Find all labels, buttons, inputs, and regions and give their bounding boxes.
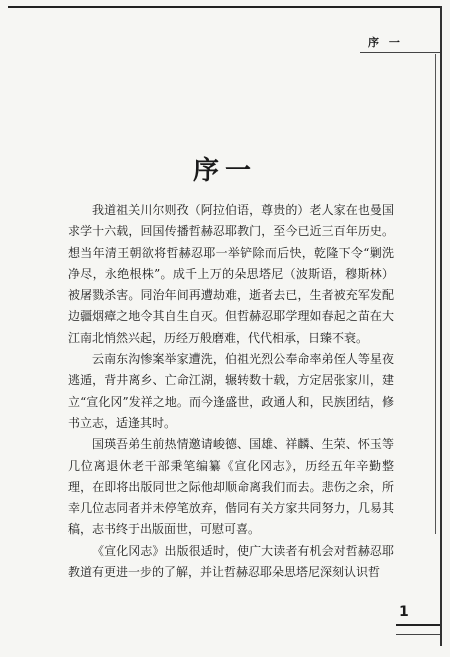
- inner-margin-rule: [435, 54, 436, 534]
- footer-rule: [396, 624, 440, 626]
- right-border-rule: [440, 6, 442, 646]
- paragraph: 云南东沟惨案举家遭洗，伯祖光烈公奉命率弟侄人等星夜逃遁，背井离乡、亡命江湖，辗转数十载，方定居张家川，建立“宣化冈”发祥之地。而今逢盛世，政通人和，民族团结，修书立志，适逢其时。: [68, 352, 394, 430]
- page-number: 1: [399, 604, 409, 620]
- running-header: 序 一: [368, 36, 403, 49]
- top-border-rule: [8, 6, 442, 8]
- footer-rule-thin: [396, 634, 440, 635]
- paragraph: 《宣化冈志》出版很适时，使广大读者有机会对哲赫忍耶教道有更进一步的了解，并让哲赫忍耶朵思塔尼深刻认识哲: [68, 543, 394, 580]
- header-rule: [360, 52, 440, 53]
- paragraph: 国瑛吾弟生前热情邀请峻德、国雄、祥麟、生荣、怀玉等几位离退休老干部秉笔编纂《宣化冈志》，历经五年辛勤整理，在即将出版同世之际他却顺命离我们而去。悲伤之余，所幸几位志同者并未停笔放弃，偕同有关方家共同努力，几易其稿，志书终于出版面世，可慰可喜。: [68, 437, 394, 537]
- paragraph: 我道祖关川尔则孜（阿拉伯语，尊贵的）老人家在也曼国求学十六载，回国传播哲赫忍耶教门，至今已近三百年历史。想当年清王朝欲将哲赫忍耶一举铲除而后快，乾隆下令“剿洗净尽，永绝根株”。成千上万的朵思塔尼（波斯语，穆斯林）被屠戮杀害。同治年间再遭劫难，逝者去已，生者被充军发配边疆烟瘴之地令其自生自灭。但哲赫忍耶学理如春起之苗在大江南北悄然兴起，历经万般磨难，代代相承，日臻不衰。: [68, 203, 394, 345]
- chapter-title: 序一: [192, 156, 257, 186]
- body-text: [68, 200, 394, 583]
